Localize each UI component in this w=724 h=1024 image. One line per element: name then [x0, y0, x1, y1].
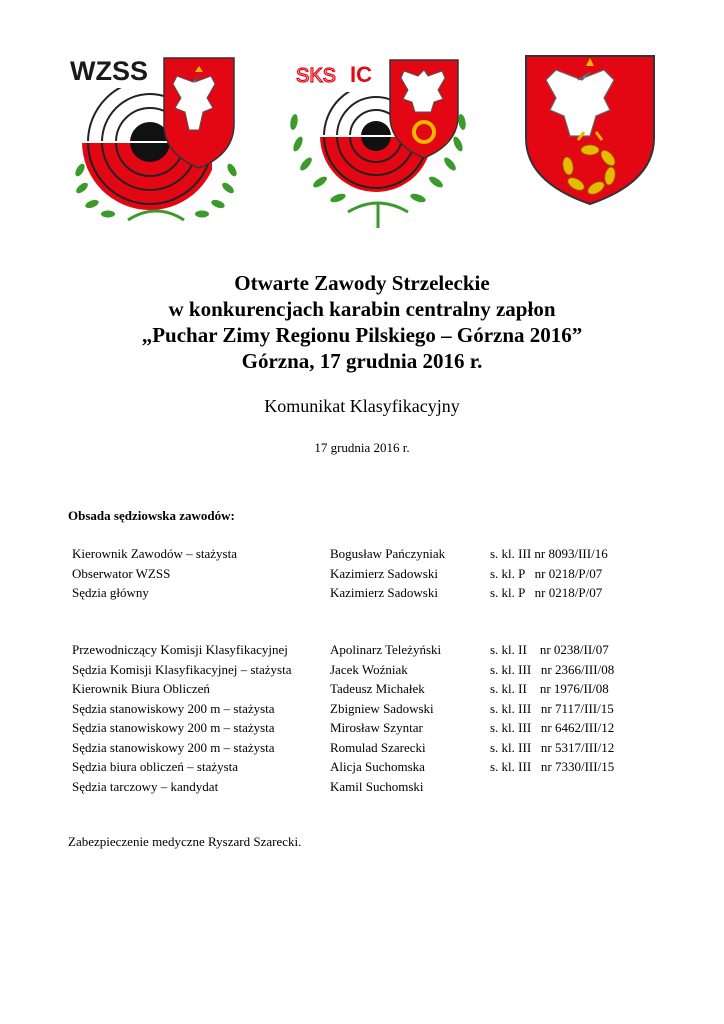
role-cell: Sędzia stanowiskowy 200 m – stażysta [72, 720, 275, 735]
name-cell: Kazimierz Sadowski [330, 585, 438, 600]
name-cell: Kamil Suchomski [330, 778, 424, 794]
name-cell: Romulad Szarecki [330, 739, 426, 755]
role-cell: Sędzia Komisji Klasyfikacyjnej – stażysta [72, 661, 292, 677]
role-cell: Sędzia biura obliczeń – stażysta [72, 759, 239, 774]
class-cell: s. kl. III nr 6462/III/12 [490, 720, 615, 735]
class-cell: s. kl. P nr 0218/P/07 [490, 585, 603, 600]
document-date: 17 grudnia 2016 r. [314, 440, 410, 455]
role-cell: Sędzia główny [72, 585, 149, 600]
role-cell: Sędzia stanowiskowy 200 m – stażysta [72, 700, 275, 716]
name-cell: Kazimierz Sadowski [330, 565, 438, 581]
role-cell: Kierownik Biura Obliczeń [72, 681, 210, 696]
eagle-shield-icon [164, 58, 234, 168]
class-cell: s. kl. P nr 0218/P/07 [490, 565, 603, 581]
name-cell: Jacek Woźniak [330, 661, 408, 677]
name-cell: Alicja Suchomska [330, 759, 425, 774]
section-heading: Obsada sędziowska zawodów: [68, 508, 235, 523]
class-cell: s. kl. III nr 8093/III/16 [490, 546, 608, 561]
title-line-2: w konkurencjach karabin centralny zapłon [168, 297, 556, 321]
role-cell: Sędzia stanowiskowy 200 m – stażysta [72, 739, 275, 755]
sks-ic-logo [286, 52, 470, 232]
ic-logo-text: IC [350, 62, 372, 87]
medical-note: Zabezpieczenie medyczne Ryszard Szarecki. [68, 834, 302, 849]
role-cell: Kierownik Zawodów – stażysta [72, 546, 237, 561]
name-cell: Apolinarz Teleżyński [330, 642, 442, 657]
name-cell: Tadeusz Michałek [330, 681, 425, 696]
wzss-logo-text: WZSS [70, 56, 148, 86]
class-cell: s. kl. III nr 5317/III/12 [490, 739, 615, 755]
document-title [0, 270, 724, 374]
eagle-wreath-shield [522, 52, 658, 208]
class-cell: s. kl. III nr 7330/III/15 [490, 759, 615, 774]
title-line-3: „Puchar Zimy Regionu Pilskiego – Górzna 2016” [141, 323, 583, 347]
class-cell: s. kl. III nr 7117/III/15 [490, 700, 614, 716]
role-cell: Przewodniczący Komisji Klasyfikacyjnej [72, 642, 288, 657]
wzss-logo [68, 52, 244, 224]
title-line-4: Górzna, 17 grudnia 2016 r. [241, 349, 483, 373]
title-line-1: Otwarte Zawody Strzeleckie [234, 271, 490, 295]
class-cell: s. kl. II nr 1976/II/08 [490, 681, 609, 696]
name-cell: Bogusław Pańczyniak [330, 546, 446, 561]
name-cell: Mirosław Szyntar [330, 720, 423, 735]
class-cell: s. kl. II nr 0238/II/07 [490, 642, 609, 657]
class-cell: s. kl. III nr 2366/III/08 [490, 661, 615, 677]
role-cell: Obserwator WZSS [72, 565, 171, 581]
document-subtitle: Komunikat Klasyfikacyjny [264, 396, 460, 416]
logo-bar [0, 0, 724, 240]
sks-logo-text: SKS [296, 65, 337, 87]
name-cell: Zbigniew Sadowski [330, 700, 434, 716]
eagle-shield-icon [390, 60, 458, 158]
role-cell: Sędzia tarczowy – kandydat [72, 778, 219, 794]
